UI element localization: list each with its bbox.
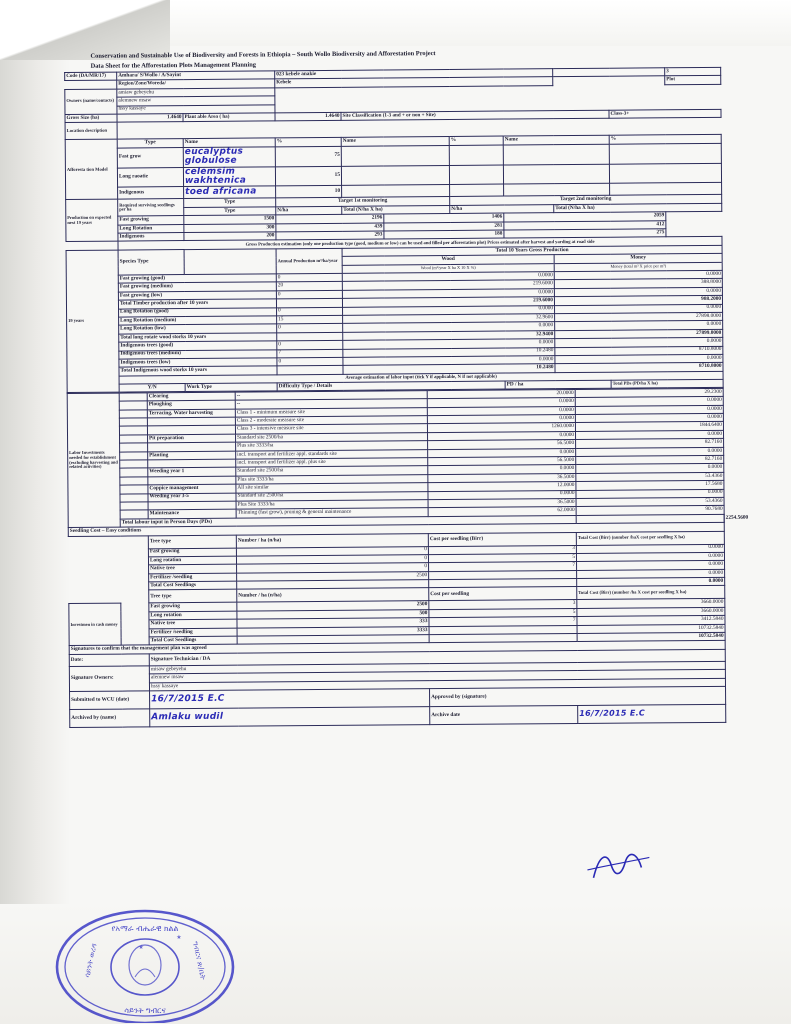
svg-text:★: ★ xyxy=(138,944,144,951)
prod-col-species-wide xyxy=(184,249,276,275)
seed-row3-nha2: 188 xyxy=(384,230,504,239)
labour-r10-pd: 0.0000 xyxy=(428,465,576,475)
submitted-label: Submitted to WCU (date) xyxy=(70,691,150,710)
prod-r2-money: 388.8000 xyxy=(554,279,722,289)
labour-r2-total: 0.0000 xyxy=(575,397,723,407)
prod-years-label: 19 years xyxy=(66,250,119,393)
easy-col-type: Tree type xyxy=(148,535,236,549)
easy-r2-num: 0 xyxy=(236,555,428,565)
easy-r4-total: 0.0000 xyxy=(577,569,725,579)
prod-r9-annual: 0 xyxy=(277,340,343,349)
labour-r6-detail: Standard site 2500/ha xyxy=(236,432,428,442)
prod-r6-annual: 15 xyxy=(277,315,343,324)
afforestation-label: Afforesta tion Model xyxy=(65,139,117,200)
plantable-value: 1.4640 xyxy=(275,112,341,121)
afm-row3-name2 xyxy=(342,185,450,198)
labour-r12-total: 17.5680 xyxy=(576,481,724,491)
prod-r4-wood: 219.6000 xyxy=(342,297,554,307)
form-table-lower xyxy=(67,388,749,728)
approval-signature-mark xyxy=(585,847,675,884)
seedlings-sub-nha: N/ha xyxy=(276,206,342,215)
prod-r8-name: Total long rotate wood storks 10 years xyxy=(119,333,277,343)
labour-r9-total: 82.7160 xyxy=(576,455,724,465)
afm-col-pct3: % xyxy=(609,135,721,144)
labour-r9-yn xyxy=(120,460,148,469)
afm-row2-pct3 xyxy=(609,163,721,184)
labour-r5-pd: 1260.0000 xyxy=(427,423,575,433)
diff-r1-type: Fast growing xyxy=(149,603,237,612)
form-sheet xyxy=(64,47,749,892)
labour-side-label: Labor Investments needed for establishment (excluding harvesting and related activities) xyxy=(67,393,120,528)
easy-r2-type: Long rotation xyxy=(148,556,236,565)
labour-r3-pd: 0.0000 xyxy=(427,406,575,416)
date-label: Date: xyxy=(69,654,149,667)
prod-col-total10: Total 10 Years Gross Production xyxy=(342,245,722,256)
seed-row2-type: Long Rotation xyxy=(118,224,184,233)
prod-r2-wood: 219.6000 xyxy=(342,280,554,290)
prod-r9-name: Indigenous trees (good) xyxy=(119,341,277,351)
prod-r5-wood: 0.0000 xyxy=(343,305,555,315)
easy-r2-cost: 5 xyxy=(428,553,576,563)
labour-r13-work: Weeding year 3-5 xyxy=(148,493,236,502)
diff-r1-total: 3660.0000 xyxy=(577,599,725,609)
plot-value: 3 xyxy=(665,67,721,76)
prod-r4-money: 988.2000 xyxy=(554,296,722,306)
owner-sign-2: alemnew msaw xyxy=(149,670,725,683)
prod-r6-money: 27898.0000 xyxy=(555,312,723,322)
investment-side-label: Investmen in cash money xyxy=(69,604,121,646)
labour-r14-total: 53.4360 xyxy=(576,497,724,507)
easy-r4-num: 2500 xyxy=(237,571,429,581)
labour-col-total: Total PDs (PD/ha X ha) xyxy=(611,379,723,388)
labour-r8-total: 0.0000 xyxy=(576,447,724,457)
labour-r9-pd: 56.5000 xyxy=(428,456,576,466)
signature-confirm-note: Signatures to confirm that the management plan was agreed xyxy=(69,641,725,655)
labour-r10-total: 0.0000 xyxy=(576,464,724,474)
seed-row3-nha: 200 xyxy=(184,232,276,241)
diff-r1-num: 2500 xyxy=(237,601,429,611)
production-side-label: Production on expected next 19 years xyxy=(66,200,118,242)
site-class-value: Class-3+ xyxy=(609,109,721,118)
labour-r6-total: 0.0000 xyxy=(575,430,723,440)
labour-r10-yn xyxy=(120,468,148,477)
technician-signature-label: Signature Technician / DA xyxy=(149,649,725,666)
easy-r3-total: 0.0000 xyxy=(577,561,725,571)
prod-r5-name: Long Rotation (good) xyxy=(119,307,277,317)
diff-r3-total: 3412.5840 xyxy=(577,616,725,626)
afm-row1-pct2 xyxy=(449,145,503,165)
diff-r2-cost: 5 xyxy=(429,608,577,618)
diff-r2-type: Long rotation xyxy=(149,611,237,620)
easy-r4-type: Fertilizer /seedling xyxy=(149,573,237,582)
labour-r14-pd: 36.5000 xyxy=(428,498,576,508)
easy-col-num: Number / ha (n/ha) xyxy=(236,533,428,548)
afm-col-pct: % xyxy=(275,138,341,147)
labour-r3-yn xyxy=(119,410,147,419)
seed-row3-total: 293 xyxy=(276,231,384,240)
labour-r1-work: Clearing xyxy=(147,392,235,401)
labour-r1-pd: 20.0000 xyxy=(427,389,575,399)
prod-r6-wood: 32.9600 xyxy=(343,314,555,324)
afm-col-name3: Name xyxy=(503,136,609,145)
labour-r5-detail: Class 3 - intensive measure site xyxy=(235,424,427,434)
prod-r10-annual: 7 xyxy=(277,349,343,358)
labour-r4-detail: Class 2 - moderate measure site xyxy=(235,416,427,426)
prod-col-money-formula: Money (total m³ X price per m³) xyxy=(554,262,722,272)
prod-r3-annual: 0 xyxy=(276,290,342,299)
prod-r7-money: 0.0000 xyxy=(555,321,723,331)
labour-r6-pd: 0.0000 xyxy=(427,431,575,441)
gross-size-label-text: Gross Size (ha) xyxy=(66,114,100,121)
official-stamp xyxy=(40,905,255,1023)
afm-row1-pct: 75 xyxy=(275,146,341,166)
svg-text:ሳይንት ወረዳ: ሳይንት ወረዳ xyxy=(82,942,99,979)
prod-r10-name: Indigenous trees (medium) xyxy=(119,349,277,359)
labour-col-detail: Difficulty Type / Details xyxy=(277,381,505,391)
prod-r12-wood: 10.2480 xyxy=(343,364,555,374)
afm-col-name2: Name xyxy=(341,137,449,146)
labour-r11-detail: Plus site 3333/ha xyxy=(236,474,428,484)
plantable-label: Plant able Area ( ha) xyxy=(183,113,275,122)
seedlings-type-col-2: Type xyxy=(184,207,276,216)
labour-r12-pd: 12.0000 xyxy=(428,482,576,492)
easy-col-cost: Cost per seedling (Birr) xyxy=(428,532,576,546)
labour-r8-work: Planting xyxy=(148,451,236,460)
labour-r11-pd: 36.5000 xyxy=(428,473,576,483)
afm-row3-name3 xyxy=(504,184,610,197)
prod-r10-money: 8710.8000 xyxy=(555,346,723,356)
diff-r3-type: Native tree xyxy=(149,619,237,628)
diff-r4-num: 3333 xyxy=(237,626,429,636)
prod-r11-wood: 0.0000 xyxy=(343,356,555,366)
prod-col-annual: Annual Production m³/ha/year xyxy=(276,248,342,274)
easy-r2-total: 0.0000 xyxy=(576,552,724,562)
seedlings-target2: Target 2nd monitoring xyxy=(450,195,722,206)
seedlings-type-col: Type xyxy=(184,198,276,207)
code-label: Code (DA/MR/17) xyxy=(65,72,117,81)
prod-r8-wood: 32.9400 xyxy=(343,330,555,340)
prod-col-money-title: Money xyxy=(554,254,722,264)
prod-r2-name: Fast growing (medium) xyxy=(118,282,276,292)
afm-row2-pct2 xyxy=(449,165,503,185)
seed-row1-total2: 2059 xyxy=(504,212,666,222)
kebele-value: 023 kebele anakie xyxy=(275,69,553,80)
approved-label: Approved by (signature) xyxy=(430,686,726,706)
labour-r7-yn xyxy=(120,443,148,452)
prod-col-wood-title: Wood xyxy=(342,255,554,265)
labour-r12-work: Coppice management xyxy=(148,484,236,493)
labour-r15-yn xyxy=(120,510,148,519)
owners-signature-label: Signature Owners: xyxy=(69,666,149,692)
labour-r13-pd: 0.0000 xyxy=(428,490,576,500)
diff-r4-type: Fertilizer /seedling xyxy=(149,628,237,637)
labour-r4-yn xyxy=(119,418,147,427)
afm-row3-name: toed africana xyxy=(184,186,276,199)
site-class-label: Site Classification (1-3 and + or non + Site) xyxy=(341,110,609,120)
prod-r9-wood: 0.0000 xyxy=(343,339,555,349)
diff-r1-cost: 3 xyxy=(429,600,577,610)
owners-label: Owners (name/contacts) xyxy=(65,89,117,115)
labour-r6-yn xyxy=(120,435,148,444)
prod-r1-annual: 0 xyxy=(276,273,342,282)
diff-r3-num: 333 xyxy=(237,618,429,628)
labour-r13-detail: Standard site 2500/ha xyxy=(236,491,428,501)
gross-production-note: Gross Production estimation (only one production type (good, medium or low) can be used and filled per afforestation plot) Prices estimated after harvest and yarding at road side xyxy=(118,237,722,250)
svg-text:ግብርና ጽ/ቤት: ግብርና ጽ/ቤት xyxy=(190,940,208,981)
afm-col-pct2: % xyxy=(449,136,503,145)
afm-row3-pct3 xyxy=(610,183,722,196)
labour-r7-detail: Plus site 3333/ha xyxy=(236,441,428,451)
kebele-label: Kebele xyxy=(275,77,553,88)
location-label: Location description xyxy=(65,122,117,139)
labour-r2-detail: -- xyxy=(235,399,427,409)
labour-r15-pd: 62.0000 xyxy=(428,507,576,517)
plot-label: Plot xyxy=(665,76,721,85)
diff-col-cost: Cost per seedling xyxy=(429,587,577,601)
prod-r7-name: Long Rotation (low) xyxy=(119,324,277,334)
diff-col-num: Number / ha (n/ha) xyxy=(237,588,429,603)
owner-name-3: hssy kassaye xyxy=(117,104,275,114)
labour-r3-work: Terracing, Water harvesting xyxy=(147,409,235,418)
easy-r5-type: Total Cost Seedlings xyxy=(149,581,237,590)
labour-r2-yn xyxy=(119,401,147,410)
afm-row3-pct2 xyxy=(450,185,504,197)
code-value: Amhara/ S/Wollo / A/Sayint xyxy=(117,71,275,81)
easy-r5-total: 0.0000 xyxy=(577,577,725,587)
seed-row1-nha2: 1406 xyxy=(384,213,504,222)
diff-r2-num: 500 xyxy=(237,610,429,620)
diff-col-total: Total Cost (Birr) (number /ha X cost per seedling X ha) xyxy=(577,586,725,600)
prod-r12-money: 8710.8000 xyxy=(555,363,723,373)
prod-r3-name: Fast growing (low) xyxy=(118,291,276,301)
afm-row1-pct3 xyxy=(609,143,721,164)
labour-average-note: Average estimation of labor input (tick Y if applicable, N if not applicable) xyxy=(119,371,723,384)
afm-row2-name3 xyxy=(503,164,609,185)
easy-r3-cost: 7 xyxy=(429,562,577,572)
svg-text:ሳይንት ግብርና: ሳይንት ግብርና xyxy=(124,1006,166,1015)
labour-r13-yn xyxy=(120,493,148,502)
labour-r8-detail: incl. transport and fertilizer appl. standards site xyxy=(236,449,428,459)
archived-value: Amlaku wudil xyxy=(150,707,430,727)
labour-r2-pd: 0.0000 xyxy=(427,398,575,408)
prod-r3-wood: 0.0000 xyxy=(342,288,554,298)
labour-r5-total: 1844.6400 xyxy=(575,422,723,432)
labour-r7-total: 82.7160 xyxy=(576,439,724,449)
diff-r2-total: 3660.0000 xyxy=(577,607,725,617)
seed-row1-nha: 1500 xyxy=(184,215,276,224)
owner-name-1: amiaw gebeyehu xyxy=(117,88,275,98)
archive-date-label: Archive date xyxy=(430,705,578,724)
labour-r9-detail: incl. transport and fertilizer appl. plus site xyxy=(236,458,428,468)
diff-r3-cost: 7 xyxy=(429,617,577,627)
afm-row2-name2 xyxy=(341,165,449,186)
labour-r12-detail: All site similar xyxy=(236,483,428,493)
afm-col-type: Type xyxy=(117,139,183,148)
afm-row3-type: Indigenous xyxy=(118,187,184,200)
prod-r10-wood: 10.2480 xyxy=(343,347,555,357)
labour-r14-detail: Plus Site 3333/ha xyxy=(236,500,428,510)
seed-row2-total2: 412 xyxy=(504,220,666,230)
owner-sign-1: misaw gebeyehu xyxy=(149,661,725,674)
prod-r4-name: Total Timber production after 10 years xyxy=(118,299,276,309)
prod-r9-money: 0.0000 xyxy=(555,337,723,347)
prod-r11-money: 0.0000 xyxy=(555,354,723,364)
afm-row3-pct: 10 xyxy=(276,186,342,199)
seed-row1-total: 2196 xyxy=(276,214,384,223)
labour-r4-total: 0.0000 xyxy=(575,413,723,423)
afm-row2-pct: 15 xyxy=(275,166,341,186)
seed-row3-total2: 275 xyxy=(504,229,666,239)
gross-size-value: 1.4640 xyxy=(117,114,183,123)
labour-r8-yn xyxy=(120,451,148,460)
easy-r1-num: 0 xyxy=(236,546,428,556)
labour-r7-pd: 56.5000 xyxy=(428,440,576,450)
afm-row1-type: Fast grow xyxy=(117,147,183,167)
labour-r15-work: Maintenance xyxy=(148,510,236,519)
labour-r10-detail: Standard site 2500/ha xyxy=(236,466,428,476)
labour-total-label: Total labour input in Person Days (PDs) xyxy=(120,515,576,527)
easy-r3-num: 0 xyxy=(237,563,429,573)
seed-row1-type: Fast growing xyxy=(118,216,184,225)
prod-col-species: Species Type xyxy=(118,249,184,275)
prod-r11-name: Indigenous trees (low) xyxy=(119,358,277,368)
easy-col-total: Total Cost (Birr) (number /haX cost per seedling X ha) xyxy=(576,531,724,545)
labour-r5-yn xyxy=(119,426,147,435)
labour-r10-work: Weeding year 1 xyxy=(148,468,236,477)
archive-date-value: 16/7/2015 E.C xyxy=(578,704,726,723)
afm-row1-name: eucalyptus globulose xyxy=(183,147,275,168)
seedling-easy-title: Seedling Cost – Easy conditions xyxy=(68,522,724,536)
diff-r5-type: Total Cost Seedlings xyxy=(149,636,237,645)
easy-r1-cost: 3 xyxy=(428,545,576,555)
labour-r12-yn xyxy=(120,485,148,494)
labour-r13-total: 0.0000 xyxy=(576,489,724,499)
prod-r5-money: 0.0000 xyxy=(555,304,723,314)
seedlings-sub-total: Total (N/ha X ha) xyxy=(342,205,450,214)
labour-r14-yn xyxy=(120,502,148,511)
easy-r1-type: Fast growing xyxy=(148,548,236,557)
owners-right-blank xyxy=(275,84,721,113)
owner-name-2: alemnew msaw xyxy=(117,96,275,106)
afm-row2-type: Long raoatie xyxy=(117,167,183,187)
easy-r3-type: Native tree xyxy=(149,564,237,573)
prod-r1-wood: 0.0000 xyxy=(342,272,554,282)
labour-r2-work: Ploughing xyxy=(147,400,235,409)
labour-r6-work: Pit preparation xyxy=(148,434,236,443)
seedlings-sub-nha2: N/ha xyxy=(450,205,554,214)
labour-r1-detail: -- xyxy=(235,391,427,401)
labour-r15-total: 90.7680 xyxy=(576,506,724,516)
prod-r12-name: Total Indigenous wood storks 10 years xyxy=(119,366,277,376)
prod-r1-money: 0.0000 xyxy=(554,270,722,280)
afm-row1-name3 xyxy=(503,144,609,165)
prod-r7-wood: 0.0000 xyxy=(343,322,555,332)
prod-r7-annual: 0 xyxy=(277,324,343,333)
doc-title-1: Conservation and Sustainable Use of Biodiversity and Forests in Ethiopia – South Wollo Biodiversity and Afforestation Project xyxy=(90,49,436,60)
req-seedlings-label: Required surviving seedlings per ha xyxy=(118,199,184,216)
diff-r4-total: 10732.5840 xyxy=(577,624,725,634)
prod-r3-money: 0.0000 xyxy=(554,287,722,297)
prod-r2-annual: 20 xyxy=(276,282,342,291)
prod-r8-money: 27899.0000 xyxy=(555,329,723,339)
archived-label: Archived by (name) xyxy=(70,709,150,728)
prod-r11-annual: 0 xyxy=(277,357,343,366)
form-table xyxy=(64,47,724,394)
labour-col-yn: Y/N xyxy=(119,384,185,393)
svg-text:የአማራ ብሔራዊ ክልል: የአማራ ብሔራዊ ክልል xyxy=(111,924,179,933)
afm-col-name: Name xyxy=(183,138,275,147)
submitted-value: 16/7/2015 E.C xyxy=(150,689,430,709)
labour-r15-detail: Thinning (fast grow), pruning & general maintenance xyxy=(236,508,428,518)
labour-r11-yn xyxy=(120,477,148,486)
labour-r3-total: 0.0000 xyxy=(575,405,723,415)
prod-r6-name: Long Rotation (medium) xyxy=(119,316,277,326)
prod-col-wood-formula: Wood (m³/year X ha X 10 X %) xyxy=(342,263,554,273)
svg-text:★: ★ xyxy=(176,934,182,941)
seedlings-target1: Target 1st monitoring xyxy=(276,197,450,207)
labour-col-work: Work Type xyxy=(185,383,277,392)
scan-left-shade xyxy=(0,0,70,1024)
labour-r11-total: 53.4360 xyxy=(576,472,724,482)
seed-row2-nha: 300 xyxy=(184,223,276,232)
region-label: Region/Zone/Woreda/ xyxy=(117,79,275,89)
seed-row2-nha2: 281 xyxy=(384,222,504,231)
labour-r8-pd: 0.0000 xyxy=(428,448,576,458)
labour-r3-detail: Class 1 - minimum measure site xyxy=(235,407,427,417)
labour-r1-total: 29.2300 xyxy=(575,388,723,398)
seedlings-sub-total2: Total (N/ha X ha) xyxy=(554,203,722,213)
owner-sign-3: hssy kassaye xyxy=(149,678,725,691)
labour-r4-pd: 0.0000 xyxy=(427,415,575,425)
diff-col-type: Tree type xyxy=(149,590,237,604)
afm-row1-name2 xyxy=(341,145,449,166)
diff-r5-total: 10732.5840 xyxy=(577,632,725,642)
seed-row2-total: 439 xyxy=(276,223,384,232)
easy-r1-total: 0.0000 xyxy=(576,544,724,554)
prod-r5-annual: 0 xyxy=(277,307,343,316)
afm-row2-name: celemsim wakhtenica xyxy=(183,166,275,187)
prod-r1-name: Fast growing (good) xyxy=(118,274,276,284)
labour-col-pd: PD / ha xyxy=(505,380,611,389)
labour-r1-yn xyxy=(119,393,147,402)
seed-row3-type: Indigenous xyxy=(118,233,184,242)
doc-title-2: Data Sheet for the Afforestation Plots Management Planning xyxy=(90,61,257,70)
